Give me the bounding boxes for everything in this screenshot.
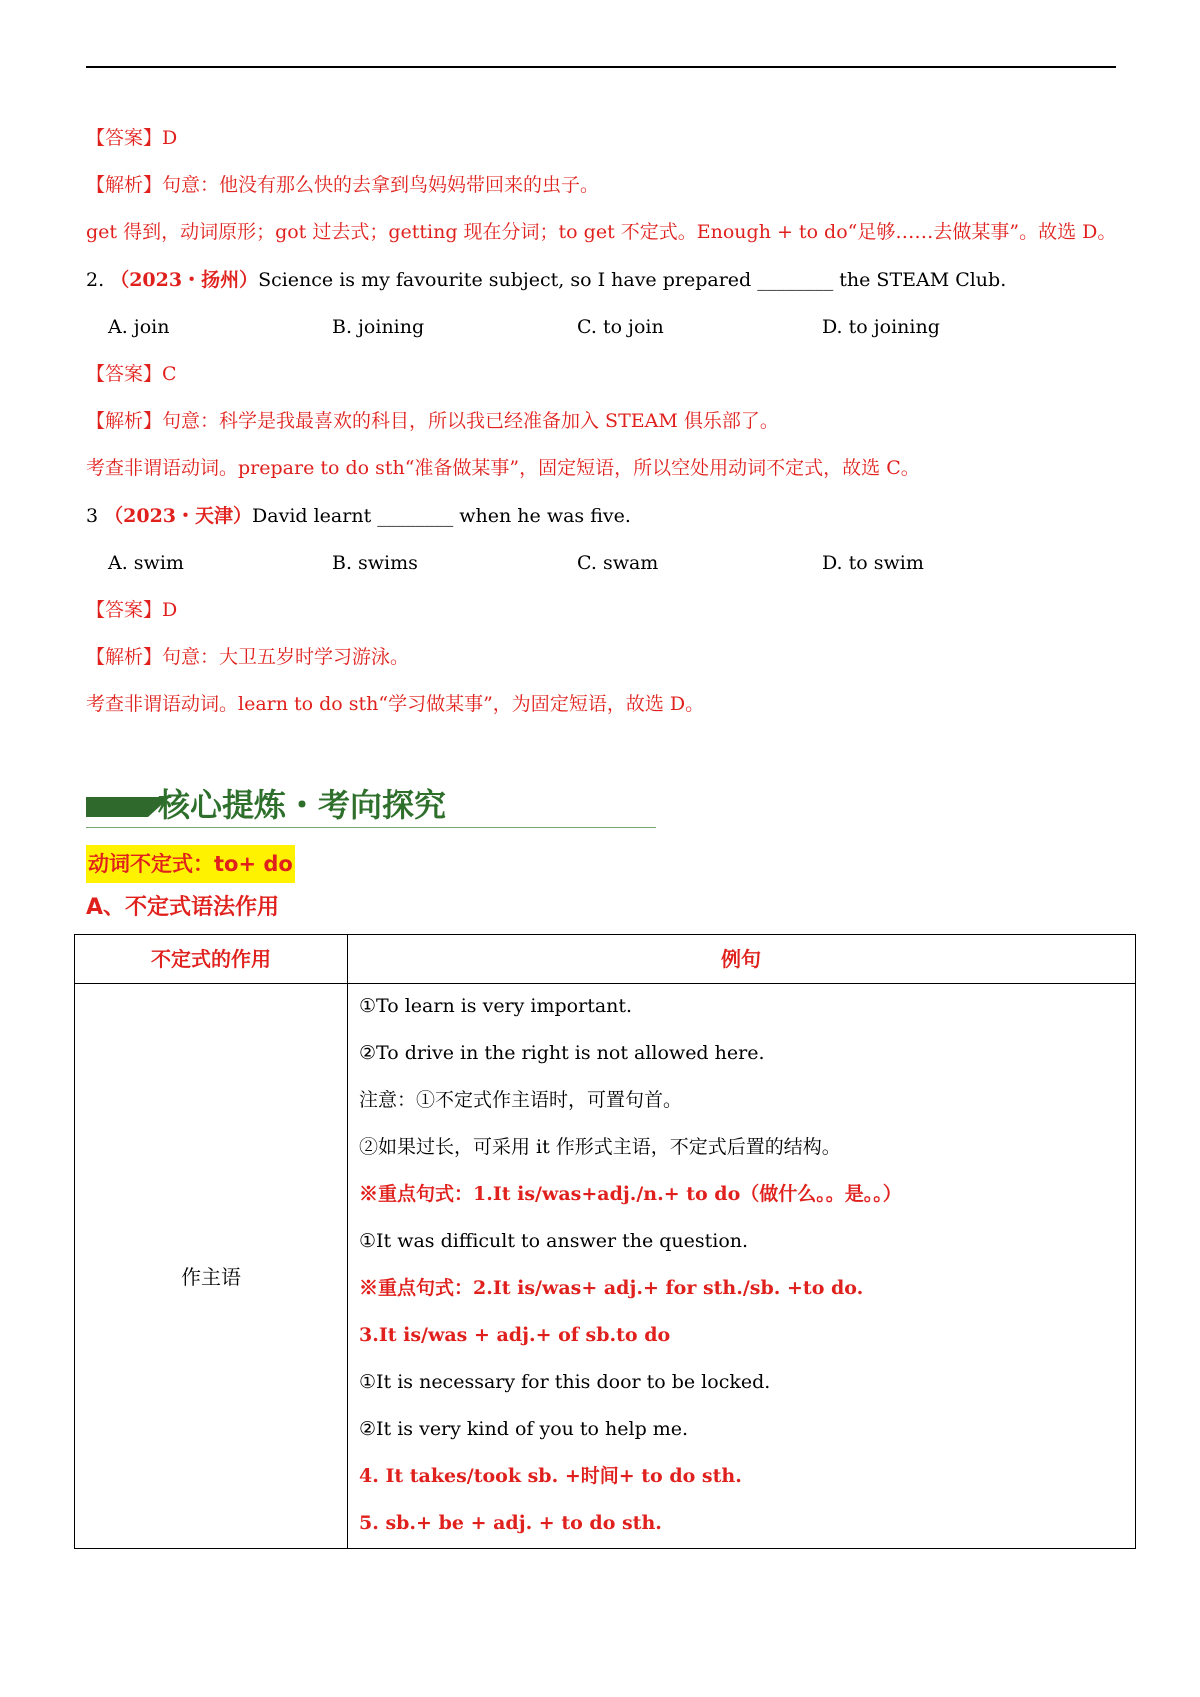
topic-highlight: 动词不定式：to+ do	[86, 845, 295, 883]
q2-choice-b: B. joining	[332, 316, 425, 338]
usage-table	[74, 934, 1136, 1549]
q2-choice-a: A. join	[108, 316, 170, 338]
q2-stem-line	[86, 268, 1006, 292]
q2-explain: 考查非谓语动词。prepare to do sth“准备做某事”，固定短语，所以空处用动词不定式，故选 C。	[86, 457, 920, 479]
q2-source: （2023・扬州）	[110, 269, 259, 291]
q2-analysis	[86, 409, 779, 433]
q3-analysis	[86, 645, 409, 669]
q2-stem: Science is my favourite subject, so I have prepared ________ the STEAM Club.	[258, 269, 1007, 291]
q2-analysis-text: 句意：科学是我最喜欢的科目，所以我已经准备加入 STEAM 俱乐部了。	[162, 410, 779, 432]
section-heading	[86, 783, 656, 829]
key-pattern: ※重点句式：1.It is/was+adj./n.+ to do（做什么。。是。。）	[359, 1183, 902, 1205]
table-header-role: 不定式的作用	[151, 947, 271, 971]
q3-analysis-text: 句意：大卫五岁时学习游泳。	[162, 646, 410, 668]
section-bar-icon	[86, 797, 148, 817]
example-line: ①It is necessary for this door to be locked.	[359, 1371, 771, 1393]
q3-choice-b: B. swims	[332, 552, 418, 574]
q3-choice-c: C. swam	[577, 552, 659, 574]
section-underline	[86, 827, 656, 828]
example-line: ①To learn is very important.	[359, 995, 633, 1017]
q2-choice-c: C. to join	[577, 316, 664, 338]
q3-explain: 考查非谓语动词。learn to do sth“学习做某事”，为固定短语，故选 D。	[86, 693, 705, 715]
q1-analysis-text: 句意：他没有那么快的去拿到鸟妈妈带回来的虫子。	[162, 174, 600, 196]
key-pattern: 4. It takes/took sb. +时间+ to do sth.	[359, 1465, 742, 1487]
q3-choice-a: A. swim	[108, 552, 184, 574]
q3-stem: David learnt ________ when he was five.	[252, 505, 631, 527]
example-line: ②To drive in the right is not allowed here.	[359, 1042, 765, 1064]
subheading: A、不定式语法作用	[86, 895, 280, 920]
example-note: 注意：①不定式作主语时，可置句首。	[359, 1089, 683, 1111]
q3-analysis-label: 【解析】	[86, 646, 163, 668]
key-pattern: 3.It is/was + adj.+ of sb.to do	[359, 1324, 671, 1346]
q3-stem-line	[86, 504, 631, 528]
q1-explain: get 得到，动词原形；got 过去式；getting 现在分词；to get 不定式。Enough + to do“足够……去做某事”。故选 D。	[86, 221, 1117, 243]
example-line: ②It is very kind of you to help me.	[359, 1418, 689, 1440]
q3-number: 3	[86, 505, 99, 527]
q2-analysis-label: 【解析】	[86, 410, 163, 432]
q1-analysis-label: 【解析】	[86, 174, 163, 196]
q3-choice-d: D. to swim	[822, 552, 924, 574]
q2-choice-d: D. to joining	[822, 316, 940, 338]
q3-source: （2023・天津）	[104, 505, 253, 527]
q2-number: 2.	[86, 269, 105, 291]
table-header-examples: 例句	[721, 947, 761, 971]
example-line: ①It was difficult to answer the question.	[359, 1230, 749, 1252]
header-rule	[86, 66, 1116, 68]
section-title: 核心提炼・考向探究	[158, 786, 447, 824]
q3-answer: 【答案】D	[86, 599, 178, 621]
table-header-divider	[75, 983, 1135, 984]
key-pattern: ※重点句式：2.It is/was+ adj.+ for sth./sb. +to do.	[359, 1277, 864, 1299]
key-pattern: 5. sb.+ be + adj. + to do sth.	[359, 1512, 662, 1534]
q1-analysis	[86, 173, 599, 197]
q1-answer: 【答案】D	[86, 127, 178, 149]
example-note: ②如果过长，可采用 it 作形式主语，不定式后置的结构。	[359, 1136, 841, 1158]
table-column-divider	[347, 935, 348, 1548]
table-role-cell: 作主语	[181, 1265, 241, 1289]
q2-answer: 【答案】C	[86, 363, 177, 385]
